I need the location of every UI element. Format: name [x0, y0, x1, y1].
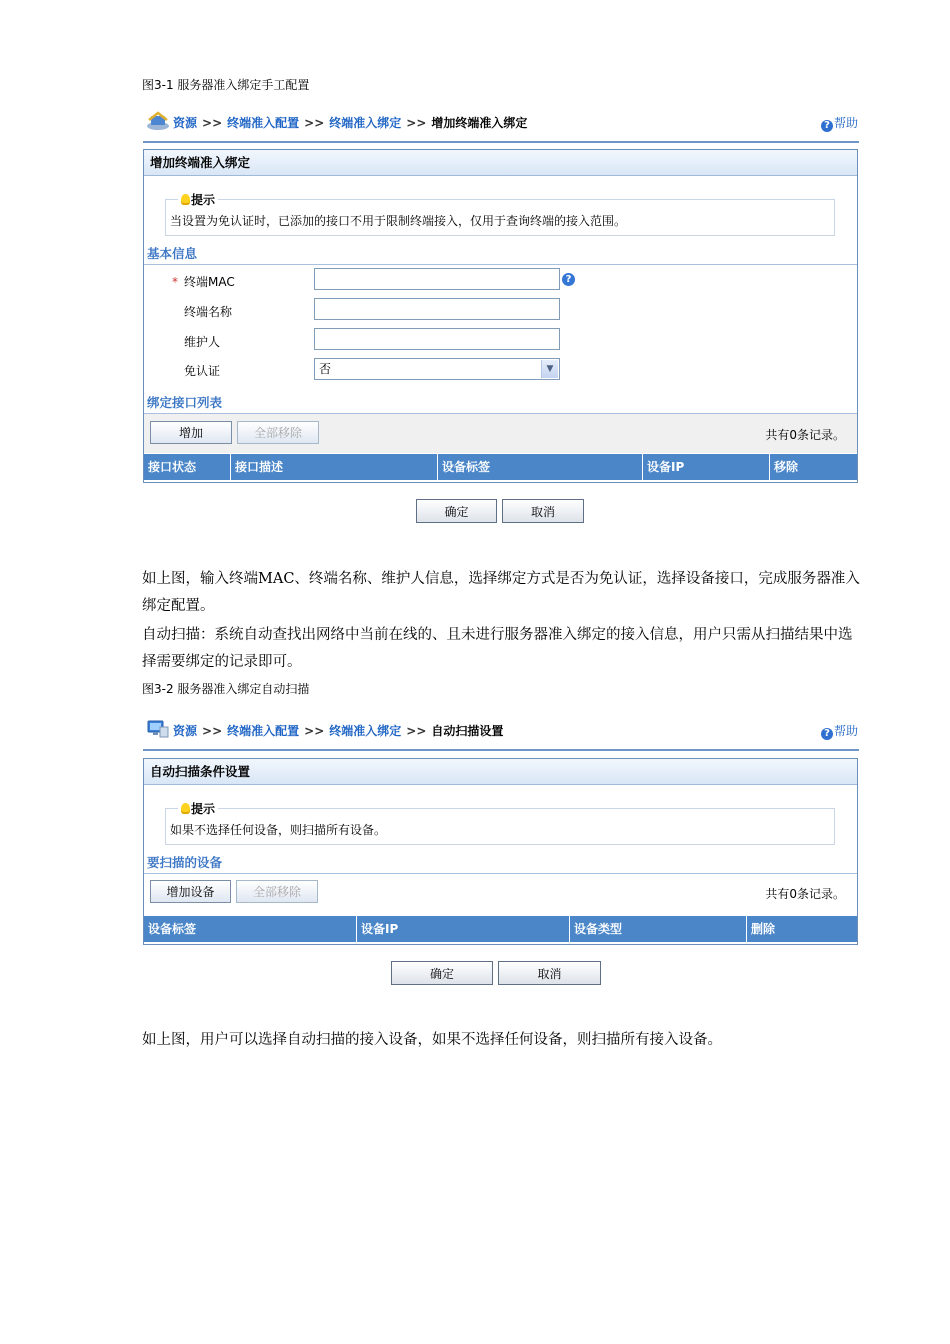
- breadcrumb-link-resource[interactable]: 资源: [173, 724, 198, 738]
- lightbulb-icon: [181, 194, 190, 205]
- help-link[interactable]: [821, 114, 858, 132]
- tip-title: 提示: [178, 191, 218, 208]
- help-icon: ?: [821, 120, 833, 132]
- col-interface-desc[interactable]: 接口描述: [231, 454, 438, 480]
- maintainer-label: 维护人: [184, 335, 221, 349]
- auth-free-value: 否: [319, 362, 332, 376]
- col-device-ip[interactable]: 设备IP: [357, 916, 570, 942]
- table-header: [144, 454, 857, 480]
- mac-input[interactable]: [314, 268, 560, 290]
- record-count: 共有0条记录。: [765, 887, 845, 901]
- add-button[interactable]: 增加: [150, 421, 232, 444]
- figure-caption: 图3-1 服务器准入绑定手工配置: [142, 78, 310, 92]
- breadcrumb-link-access-binding[interactable]: 终端准入绑定: [329, 724, 402, 738]
- tip-text: 如果不选择任何设备，则扫描所有设备。: [170, 823, 387, 837]
- name-label: 终端名称: [184, 305, 233, 319]
- breadcrumb-current: 自动扫描设置: [431, 724, 504, 738]
- breadcrumb-link-access-config[interactable]: 终端准入配置: [227, 724, 300, 738]
- maintainer-input[interactable]: [314, 328, 560, 350]
- breadcrumb-separator: >>: [304, 116, 325, 130]
- table-header: [144, 916, 857, 942]
- breadcrumb-link-access-binding[interactable]: 终端准入绑定: [329, 116, 402, 130]
- breadcrumb-link-resource[interactable]: 资源: [173, 116, 198, 130]
- panel-title: 自动扫描条件设置: [144, 759, 857, 785]
- chevron-down-icon[interactable]: ▼: [541, 360, 558, 378]
- col-remove: 移除: [774, 460, 799, 474]
- tip-box: [165, 193, 835, 236]
- tip-title: 提示: [178, 800, 218, 817]
- help-icon: ?: [821, 728, 833, 740]
- tip-box: [165, 802, 835, 845]
- col-device-label[interactable]: 设备标签: [438, 454, 643, 480]
- paragraph: 如上图，用户可以选择自动扫描的接入设备，如果不选择任何设备，则扫描所有接入设备。: [142, 1032, 722, 1048]
- list-toolbar: [144, 414, 857, 453]
- computer-icon: [145, 719, 171, 739]
- breadcrumb-separator: >>: [304, 724, 325, 738]
- paragraph: 如上图，输入终端MAC、终端名称、维护人信息，选择绑定方式是否为免认证，选择设备接口，完成服务器准入绑定配置。: [142, 571, 860, 614]
- help-label: 帮助: [833, 116, 858, 130]
- breadcrumb-separator: >>: [202, 116, 223, 130]
- ok-button[interactable]: 确定: [416, 499, 497, 523]
- section-divider: [144, 264, 857, 265]
- section-basic-info: 基本信息: [147, 246, 198, 261]
- question-icon[interactable]: ?: [562, 273, 575, 286]
- breadcrumb-separator: >>: [202, 724, 223, 738]
- figure-caption: 图3-2 服务器准入绑定自动扫描: [142, 682, 310, 696]
- divider: [143, 141, 859, 143]
- breadcrumb-current: 增加终端准入绑定: [431, 116, 528, 130]
- breadcrumb-separator: >>: [406, 724, 427, 738]
- resource-icon: [145, 111, 171, 131]
- required-mark: *: [172, 275, 178, 289]
- help-label: 帮助: [833, 724, 858, 738]
- breadcrumb-link-access-config[interactable]: 终端准入配置: [227, 116, 300, 130]
- breadcrumb-separator: >>: [406, 116, 427, 130]
- breadcrumb: [143, 719, 858, 741]
- col-device-ip[interactable]: 设备IP: [643, 454, 770, 480]
- breadcrumb: [143, 111, 858, 133]
- col-delete: 删除: [751, 922, 776, 936]
- section-binding-list: 绑定接口列表: [147, 395, 223, 410]
- section-scan-devices: 要扫描的设备: [147, 855, 223, 870]
- name-input[interactable]: [314, 298, 560, 320]
- help-link[interactable]: [821, 722, 858, 740]
- add-device-button[interactable]: 增加设备: [150, 880, 231, 903]
- tip-text: 当设置为免认证时，已添加的接口不用于限制终端接入，仅用于查询终端的接入范围。: [170, 214, 627, 228]
- auto-scan-panel: [143, 758, 858, 945]
- cancel-button[interactable]: 取消: [498, 961, 601, 985]
- auth-free-label: 免认证: [184, 364, 221, 378]
- cancel-button[interactable]: 取消: [502, 499, 584, 523]
- panel-title: 增加终端准入绑定: [144, 150, 857, 176]
- remove-all-button[interactable]: 全部移除: [237, 421, 319, 444]
- col-interface-status[interactable]: 接口状态: [144, 454, 231, 480]
- ok-button[interactable]: 确定: [391, 961, 493, 985]
- record-count: 共有0条记录。: [765, 428, 845, 442]
- lightbulb-icon: [181, 803, 190, 814]
- mac-label: * 终端MAC: [172, 275, 235, 289]
- col-device-label[interactable]: 设备标签: [144, 916, 357, 942]
- remove-all-button[interactable]: 全部移除: [236, 880, 318, 903]
- col-device-type[interactable]: 设备类型: [570, 916, 747, 942]
- auth-free-select[interactable]: [314, 358, 560, 380]
- divider: [143, 749, 859, 751]
- add-binding-panel: [143, 149, 858, 483]
- list-toolbar: [144, 874, 857, 912]
- paragraph: 自动扫描：系统自动查找出网络中当前在线的、且未进行服务器准入绑定的接入信息，用户只需从扫描结果中选择需要绑定的记录即可。: [142, 627, 853, 670]
